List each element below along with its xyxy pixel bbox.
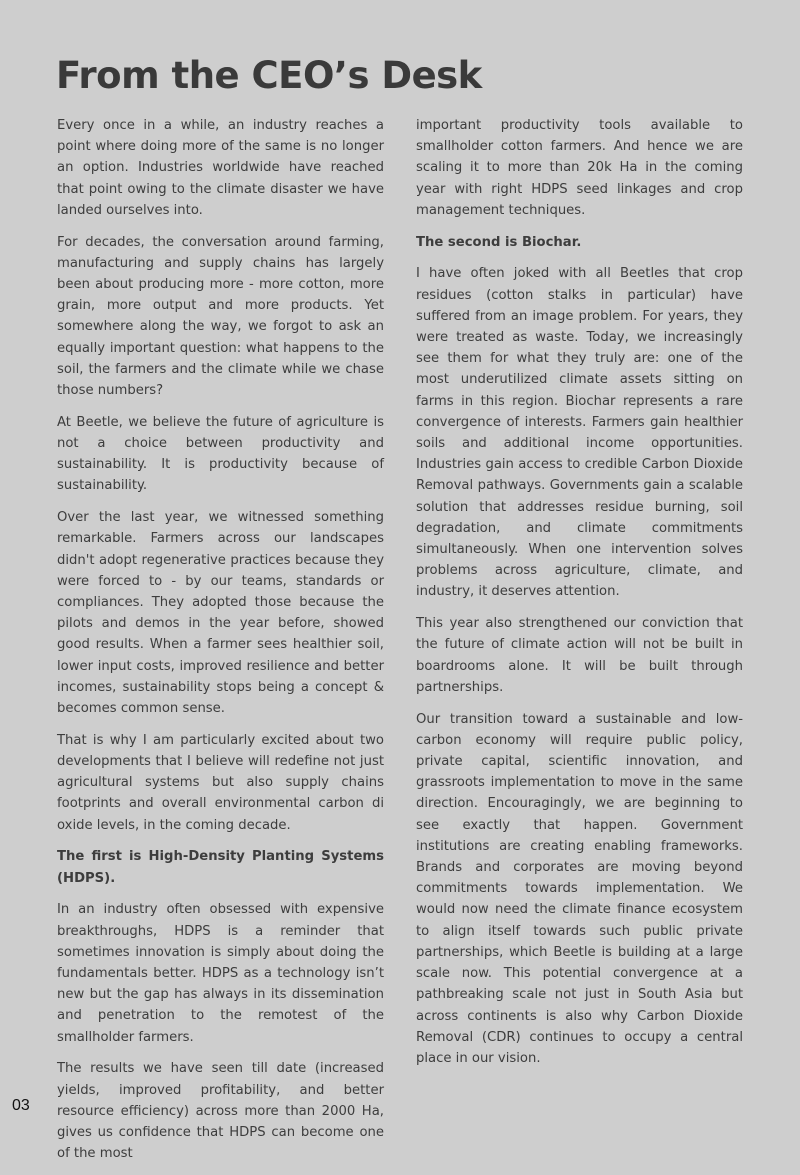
left-column bbox=[57, 115, 384, 1175]
paragraph: Over the last year, we witnessed something remarkable. Farmers across our landscapes didn't adopt regenerative practices because they were forced to - by our teams, standards or compliances. They adopted those because the pilots and demos in the year before, showed good results. When a farmer sees healthier soil, lower input costs, improved resilience and better incomes, sustainability stops being a concept & becomes common sense. bbox=[57, 510, 384, 717]
page-title: From the CEO’s Desk bbox=[56, 54, 482, 97]
paragraph: Our transition toward a sustainable and low-carbon economy will require public policy, private capital, scientific innovation, and grassroots implementation to move in the same direction. Encouragingly, we are beginning to see exactly that happen. Government institutions are creating enabling frameworks. Brands and corporates are moving beyond commitments towards implementation. We would now need the climate finance ecosystem to align itself towards such public private partnerships, which Beetle is building at a large scale now. This potential convergence at a pathbreaking scale not just in South Asia but across continents is also why Carbon Dioxide Removal (CDR) continues to occupy a central place in our vision. bbox=[416, 711, 743, 1066]
right-column bbox=[416, 115, 743, 1080]
subheading-biochar: The second is Biochar. bbox=[416, 234, 582, 250]
paragraph: In an industry often obsessed with expensive breakthroughs, HDPS is a reminder that sometimes innovation is simply about doing the fundamentals better. HDPS as a technology isn’t new but the gap has always in its dissemination and penetration to the remotest of the smallholder farmers. bbox=[57, 902, 384, 1045]
paragraph: That is why I am particularly excited about two developments that I believe will redefine not just agricultural systems but also supply chains footprints and overall environmental carbon di oxide levels, in the coming decade. bbox=[57, 732, 384, 833]
paragraph: important productivity tools available to smallholder cotton farmers. And hence we are scaling it to more than 20k Ha in the coming year with right HDPS seed linkages and crop management techniques. bbox=[416, 118, 743, 218]
paragraph: At Beetle, we believe the future of agriculture is not a choice between productivity and sustainability. It is productivity because of sustainability. bbox=[57, 414, 384, 494]
paragraph: The results we have seen till date (increased yields, improved profitability, and better resource efficiency) across more than 2000 Ha, gives us confidence that HDPS can become one of the most bbox=[57, 1061, 384, 1162]
subheading-hdps: The first is High-Density Planting Systems (HDPS). bbox=[57, 849, 384, 886]
page-number: 03 bbox=[12, 1097, 30, 1114]
paragraph: This year also strengthened our conviction that the future of climate action will not be built in boardrooms alone. It will be built through partnerships. bbox=[416, 616, 743, 695]
paragraph: For decades, the conversation around farming, manufacturing and supply chains has largely been about producing more - more cotton, more grain, more output and more products. Yet somewhere along the way, we forgot to ask an equally important question: what happens to the soil, the farmers and the climate while we chase those numbers? bbox=[57, 234, 384, 399]
paragraph: Every once in a while, an industry reaches a point where doing more of the same is no longer an option. Industries worldwide have reached that point owing to the climate disaster we have landed ourselves into. bbox=[57, 118, 384, 218]
paragraph: I have often joked with all Beetles that crop residues (cotton stalks in particular) have suffered from an image problem. For years, they were treated as waste. Today, we increasingly see them for what they truly are: one of the most underutilized climate assets sitting on farms in this region. Biochar represents a rare convergence of interests. Farmers gain healthier soils and additional income opportunities. Industries gain access to credible Carbon Dioxide Removal pathways. Governments gain a scalable solution that addresses residue burning, soil degradation, and climate commitments simultaneously. When one intervention solves problems across agriculture, climate, and industry, it deserves attention. bbox=[416, 266, 743, 600]
